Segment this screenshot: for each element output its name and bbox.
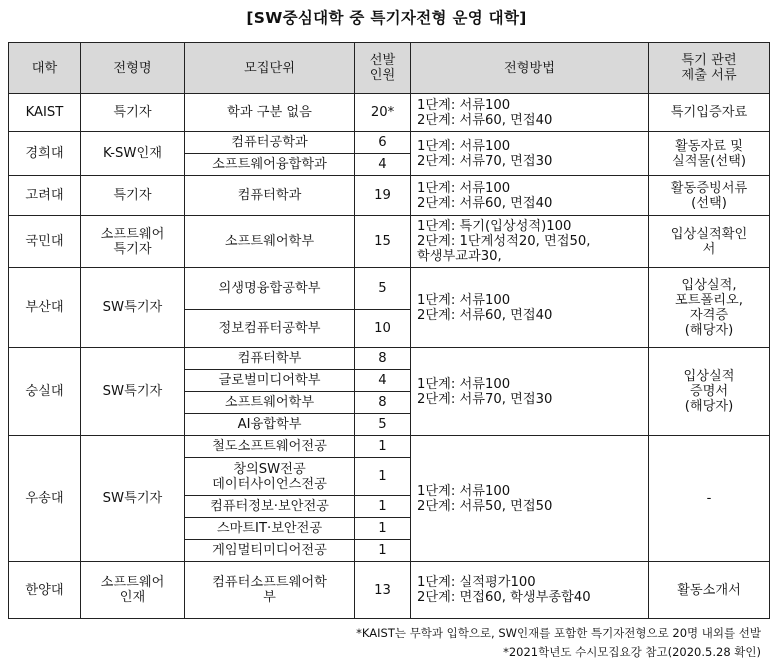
table-row — [9, 216, 770, 268]
quota-cell: 8 — [355, 348, 411, 370]
unit-cell: 소프트웨어학부 — [185, 392, 355, 414]
univ-cell: 한양대 — [9, 562, 81, 619]
table-row — [9, 268, 770, 310]
unit-cell: 의생명융합공학부 — [185, 268, 355, 310]
header-unit: 모집단위 — [185, 43, 355, 94]
docs-cell: 활동증빙서류 (선택) — [649, 176, 770, 216]
univ-cell: KAIST — [9, 94, 81, 132]
table-row — [9, 348, 770, 370]
table-row — [9, 436, 770, 458]
type-cell: SW특기자 — [81, 436, 185, 562]
header-method: 전형방법 — [411, 43, 649, 94]
page-title: [SW중심대학 중 특기자전형 운영 대학] — [246, 9, 527, 27]
type-cell: 소프트웨어 특기자 — [81, 216, 185, 268]
table-row — [9, 176, 770, 216]
quota-cell: 10 — [355, 310, 411, 348]
quota-cell: 4 — [355, 370, 411, 392]
unit-cell: 창의SW전공 데이터사이언스전공 — [185, 458, 355, 496]
docs-cell: 활동자료 및 실적물(선택) — [649, 132, 770, 176]
table-row — [9, 562, 770, 619]
univ-cell: 부산대 — [9, 268, 81, 348]
method-cell: 1단계: 서류100 2단계: 서류50, 면접50 — [411, 436, 649, 562]
unit-cell: 소프트웨어학부 — [185, 216, 355, 268]
quota-cell: 1 — [355, 458, 411, 496]
quota-cell: 8 — [355, 392, 411, 414]
univ-cell: 고려대 — [9, 176, 81, 216]
unit-cell: 스마트IT·보안전공 — [185, 518, 355, 540]
univ-cell: 우송대 — [9, 436, 81, 562]
quota-cell: 20* — [355, 94, 411, 132]
unit-cell: 게임멀티미디어전공 — [185, 540, 355, 562]
docs-cell: 입상실적 증명서 (해당자) — [649, 348, 770, 436]
univ-cell: 숭실대 — [9, 348, 81, 436]
table-row — [9, 94, 770, 132]
footnote: *2021학년도 수시모집요강 참고(2020.5.28 확인) — [503, 645, 761, 659]
header-docs: 특기 관련 제출 서류 — [649, 43, 770, 94]
quota-cell: 5 — [355, 268, 411, 310]
unit-cell: 컴퓨터학과 — [185, 176, 355, 216]
type-cell: SW특기자 — [81, 268, 185, 348]
type-cell: SW특기자 — [81, 348, 185, 436]
unit-cell: 철도소프트웨어전공 — [185, 436, 355, 458]
method-cell: 1단계: 실적평가100 2단계: 면접60, 학생부종합40 — [411, 562, 649, 619]
docs-cell: 활동소개서 — [649, 562, 770, 619]
quota-cell: 4 — [355, 154, 411, 176]
method-cell: 1단계: 서류100 2단계: 서류60, 면접40 — [411, 176, 649, 216]
quota-cell: 15 — [355, 216, 411, 268]
unit-cell: 글로벌미디어학부 — [185, 370, 355, 392]
method-cell: 1단계: 서류100 2단계: 서류70, 면접30 — [411, 348, 649, 436]
footnote: *KAIST는 무학과 입학으로, SW인재를 포함한 특기자전형으로 20명 내외를 선발 — [356, 626, 761, 640]
univ-cell: 국민대 — [9, 216, 81, 268]
type-cell: 특기자 — [81, 94, 185, 132]
method-cell: 1단계: 서류100 2단계: 서류60, 면접40 — [411, 94, 649, 132]
quota-cell: 1 — [355, 496, 411, 518]
admission-table — [8, 42, 770, 619]
header-quota: 선발 인원 — [355, 43, 411, 94]
type-cell: 특기자 — [81, 176, 185, 216]
unit-cell: 컴퓨터정보·보안전공 — [185, 496, 355, 518]
footnotes — [356, 624, 761, 662]
docs-cell: - — [649, 436, 770, 562]
docs-cell: 입상실적확인 서 — [649, 216, 770, 268]
type-cell: 소프트웨어 인재 — [81, 562, 185, 619]
quota-cell: 1 — [355, 540, 411, 562]
quota-cell: 6 — [355, 132, 411, 154]
univ-cell: 경희대 — [9, 132, 81, 176]
unit-cell: AI융합학부 — [185, 414, 355, 436]
unit-cell: 소프트웨어융합학과 — [185, 154, 355, 176]
method-cell: 1단계: 특기(입상성적)100 2단계: 1단계성적20, 면접50, 학생부교과30, — [411, 216, 649, 268]
unit-cell: 학과 구분 없음 — [185, 94, 355, 132]
quota-cell: 19 — [355, 176, 411, 216]
unit-cell: 컴퓨터학부 — [185, 348, 355, 370]
method-cell: 1단계: 서류100 2단계: 서류70, 면접30 — [411, 132, 649, 176]
unit-cell: 정보컴퓨터공학부 — [185, 310, 355, 348]
quota-cell: 1 — [355, 436, 411, 458]
table-row — [9, 132, 770, 154]
unit-cell: 컴퓨터공학과 — [185, 132, 355, 154]
docs-cell: 입상실적, 포트폴리오, 자격증 (해당자) — [649, 268, 770, 348]
quota-cell: 5 — [355, 414, 411, 436]
table-header-row — [9, 43, 770, 94]
quota-cell: 13 — [355, 562, 411, 619]
type-cell: K-SW인재 — [81, 132, 185, 176]
unit-cell: 컴퓨터소프트웨어학 부 — [185, 562, 355, 619]
quota-cell: 1 — [355, 518, 411, 540]
method-cell: 1단계: 서류100 2단계: 서류60, 면접40 — [411, 268, 649, 348]
header-type: 전형명 — [81, 43, 185, 94]
header-univ: 대학 — [9, 43, 81, 94]
docs-cell: 특기입증자료 — [649, 94, 770, 132]
